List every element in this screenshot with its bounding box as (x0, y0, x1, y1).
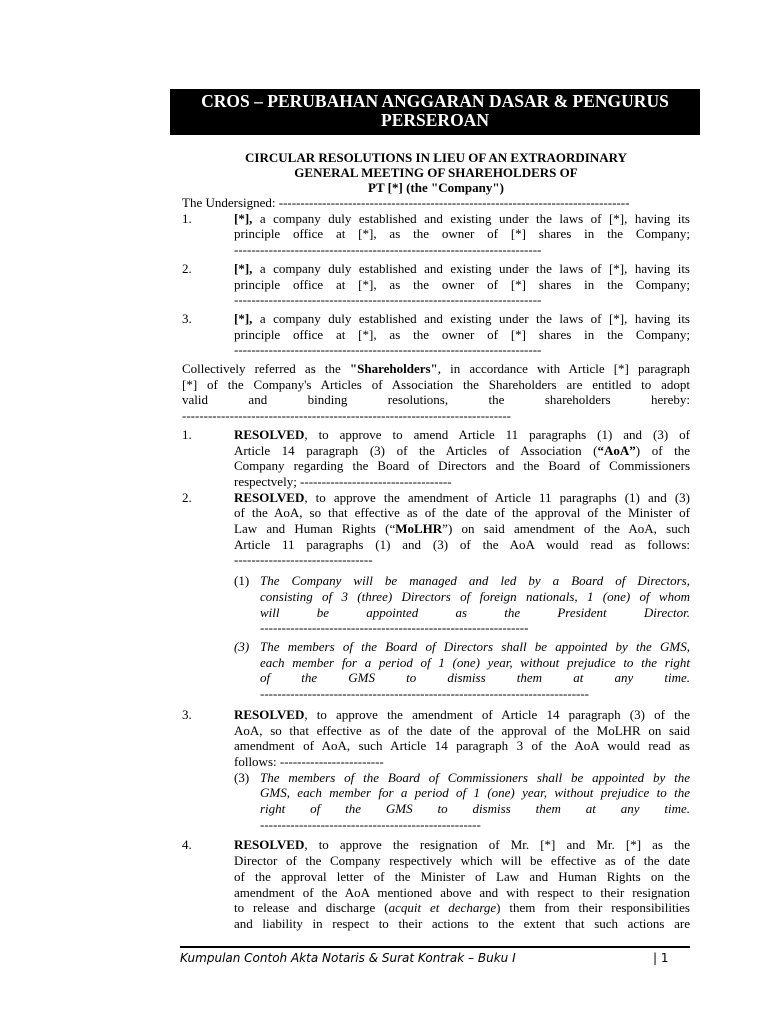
clause-text: each member for a period of 1 (one) year, without prejudice to the right (260, 654, 690, 670)
resolution-text: ) of the (635, 442, 691, 458)
collectively-dashes: ---------------------------------------------------------------------------- (182, 408, 512, 424)
resolution-text: amendment of the AoA mentioned above and with respect to their resignation (234, 884, 690, 900)
clause-text: The members of the Board of Commissioners shall be appointed by the (260, 769, 690, 785)
clause-number: (3) (234, 638, 250, 654)
resolution-text: , to approve the resignation of Mr. [*] and Mr. [*] as the (304, 837, 690, 853)
collectively-line-2: [*] of the Company's Articles of Association the Shareholders are entitled to adopt (182, 376, 690, 392)
collectively-paragraph (182, 361, 690, 424)
header-banner (170, 89, 700, 135)
resolution-item (182, 837, 690, 931)
resolution-text: Company regarding the Board of Directors and the Board of Commissioners (234, 458, 690, 474)
collectively-text-rest: , in accordance with Article [*] paragraph (437, 361, 690, 377)
footer-book-title: Kumpulan Contoh Akta Notaris & Surat Kontrak – Buku I (180, 951, 516, 965)
page-number: | 1 (653, 951, 669, 965)
resolution-text: ) them from their responsibilities (496, 900, 690, 916)
clause-text: The members of the Board of Directors shall be appointed by the GMS, (260, 638, 690, 654)
document-title (182, 150, 690, 195)
resolution-text: Article 11 paragraphs (1) and (3) of the AoA would read as follows: (234, 536, 690, 552)
resolution-item (182, 490, 690, 702)
resolution-text: ”) on said amendment of the AoA, such (442, 521, 690, 537)
latin-term: acquit et decharge (388, 900, 497, 916)
party-name: [*], (234, 260, 253, 276)
resolution-item (182, 707, 690, 833)
collectively-text: Collectively referred as the (182, 361, 350, 377)
party-text-2: principle office at [*], as the owner of [*] shares in the Company; (234, 326, 690, 342)
molhr-term: MoLHR (395, 521, 443, 537)
resolution-text: AoA, so that effective as of the date of the approval of the MoLHR on said (234, 722, 690, 738)
shareholders-term: "Shareholders" (349, 361, 438, 377)
resolution-text: and liability in respect to their actions to the extent that such actions are (234, 915, 690, 931)
resolution-text: Director of the Company respectively which will be effective as of the date (234, 853, 690, 869)
article-clause (234, 639, 690, 702)
party-text: a company duly established and existing under the laws of [*], having its (252, 310, 690, 326)
party-text: a company duly established and existing under the laws of [*], having its (252, 260, 690, 276)
party-number: 3. (182, 310, 192, 326)
title-line-3: PT [*] (the "Company") (368, 180, 504, 195)
resolved-label: RESOLVED (234, 489, 305, 505)
clause-text: will be appointed as the President Director. (260, 604, 690, 620)
resolution-number: 4. (182, 837, 192, 853)
clause-dashes: -------------------------------------------------------------- (260, 620, 529, 636)
party-item (182, 211, 690, 258)
banner-line-2: PERSEROAN (381, 110, 489, 130)
party-dashes: ----------------------------------------------------------------------- (234, 342, 542, 358)
party-item (182, 311, 690, 358)
resolution-text: of the approval letter of the Minister of Law and Human Rights on the (234, 868, 690, 884)
party-text-2: principle office at [*], as the owner of [*] shares in the Company; (234, 276, 690, 292)
clause-text: consisting of 3 (three) Directors of foreign nationals, 1 (one) of whom (260, 588, 690, 604)
resolution-text: to release and discharge ( (234, 900, 389, 916)
clause-dashes: --------------------------------------------------- (260, 816, 481, 832)
aoa-term: “AoA” (597, 442, 636, 458)
resolution-item (182, 427, 690, 490)
party-text-2: principle office at [*], as the owner of [*] shares in the Company; (234, 226, 690, 242)
party-number: 2. (182, 260, 192, 276)
resolution-text: respectvely; ----------------------------------- (234, 473, 452, 489)
collectively-line-3: valid and binding resolutions, the shareholders hereby: (182, 392, 690, 408)
party-number: 1. (182, 210, 192, 226)
resolution-text: of the AoA, so that effective as of the date of the approval of the Minister of (234, 505, 690, 521)
resolution-text: -------------------------------- (234, 552, 373, 568)
undersigned-line: The Undersigned: --------------------------------------------------------------------------------- (182, 195, 630, 210)
clause-text: The Company will be managed and led by a Board of Directors, (260, 573, 690, 589)
clause-text: of the GMS to dismiss them at any time. (260, 670, 690, 686)
article-clause (234, 573, 690, 636)
title-line-2: GENERAL MEETING OF SHAREHOLDERS OF (294, 165, 578, 180)
clause-text: GMS, each member for a period of 1 (one) year, without prejudice to the (260, 785, 690, 801)
clause-number: (3) (234, 769, 250, 785)
article-clause (234, 770, 690, 833)
resolved-label: RESOLVED (234, 706, 305, 722)
resolution-text: , to approve to amend Article 11 paragraphs (1) and (3) of (304, 426, 690, 442)
party-dashes: ----------------------------------------------------------------------- (234, 242, 542, 258)
resolution-number: 2. (182, 489, 192, 505)
party-item (182, 261, 690, 308)
resolution-text: Article 14 paragraph (3) of the Articles of Association ( (234, 442, 598, 458)
party-text: a company duly established and existing under the laws of [*], having its (252, 210, 690, 226)
document-body (182, 150, 690, 932)
resolution-text: follows: ------------------------ (234, 753, 384, 769)
resolution-text: amendment of AoA, such Article 14 paragraph 3 of the AoA would read as (234, 738, 690, 754)
resolution-text: , to approve the amendment of Article 14 paragraph (3) of the (304, 706, 690, 722)
resolution-text: , to approve the amendment of Article 11 paragraphs (1) and (3) (304, 489, 690, 505)
party-name: [*], (234, 310, 253, 326)
page-footer (180, 946, 690, 967)
resolution-number: 3. (182, 706, 192, 722)
clause-text: right of the GMS to dismiss them at any time. (260, 801, 690, 817)
footer-rule (180, 946, 690, 948)
resolved-label: RESOLVED (234, 837, 305, 853)
banner-line-1: CROS – PERUBAHAN ANGGARAN DASAR & PENGURUS (201, 91, 669, 111)
party-dashes: ----------------------------------------------------------------------- (234, 292, 542, 308)
resolved-label: RESOLVED (234, 426, 305, 442)
resolution-number: 1. (182, 426, 192, 442)
party-name: [*], (234, 210, 253, 226)
clause-dashes: ---------------------------------------------------------------------------- (260, 686, 590, 702)
title-line-1: CIRCULAR RESOLUTIONS IN LIEU OF AN EXTRAORDINARY (245, 150, 627, 165)
clause-number: (1) (234, 573, 250, 589)
resolution-text: Law and Human Rights (“ (234, 521, 396, 537)
